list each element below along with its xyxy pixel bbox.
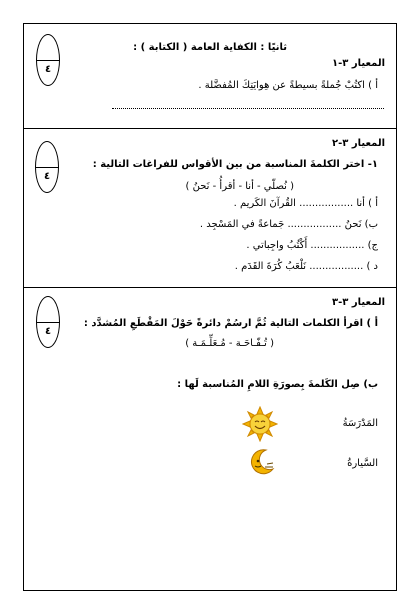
section2-item-3: ج) ................. أَكْتُبُ واجِباتي .: [246, 240, 378, 251]
word-car: السَّيارةُ: [347, 458, 378, 469]
section2-instruction: ١- اختر الكلمةَ المناسبة من بين الأقواس للفراغات التالية :: [92, 159, 378, 170]
section3-instruction-a: أ ) اقرأ الكلمات التالية ثُمَّ ارسُمْ دائرةً حَوْلَ المَقْطَعِ المُشدَّد :: [83, 318, 378, 329]
answer-line-1: [112, 108, 384, 109]
section2-item-1: أ ) أنا ................. القُرآنَ الكَريم .: [233, 198, 378, 209]
section3-words: ( تُـفّـاحَـة - مُـعَلِّـمَـة ): [185, 338, 274, 349]
section-divider-2: [23, 287, 397, 288]
score-oval-1: [36, 34, 60, 86]
section1-item-a: أ ) اكتُبْ جُملةً بسيطةً عن هِوايَتِكَ المُفضَّلة .: [198, 80, 378, 91]
score-3: ٤: [44, 326, 52, 337]
score-oval-2: [35, 141, 59, 193]
section1-criterion: المعيار ٣-١: [332, 58, 385, 69]
section2-item-4: د ) ................. نَلْعَبُ كُرَةَ القَدَم .: [234, 261, 378, 272]
score-oval-3: [36, 296, 60, 348]
section1-heading: ثانيًا : الكفاية العامة ( الكتابة ) :: [133, 42, 287, 53]
section-divider-1: [23, 128, 397, 129]
word-school: المَدْرَسَةُ: [342, 418, 378, 429]
score-2: ٤: [43, 171, 51, 182]
moon-icon: [246, 447, 276, 477]
section3-criterion: المعيار ٣-٣: [332, 297, 385, 308]
section2-item-2: ب) نَحنُ ................. جَماعةً في المَسْجِد .: [199, 219, 378, 230]
section2-criterion: المعيار ٣-٢: [332, 138, 385, 149]
sun-icon: [242, 406, 278, 442]
section2-options: ( نُصلّي - أنا - أقرأُ - نَحنُ ): [185, 181, 294, 192]
section3-instruction-b: ب) صِل الكَلمةَ بِصورَةِ اللامِ المُناسبة لَها :: [177, 379, 378, 390]
score-1: ٤: [44, 64, 52, 75]
